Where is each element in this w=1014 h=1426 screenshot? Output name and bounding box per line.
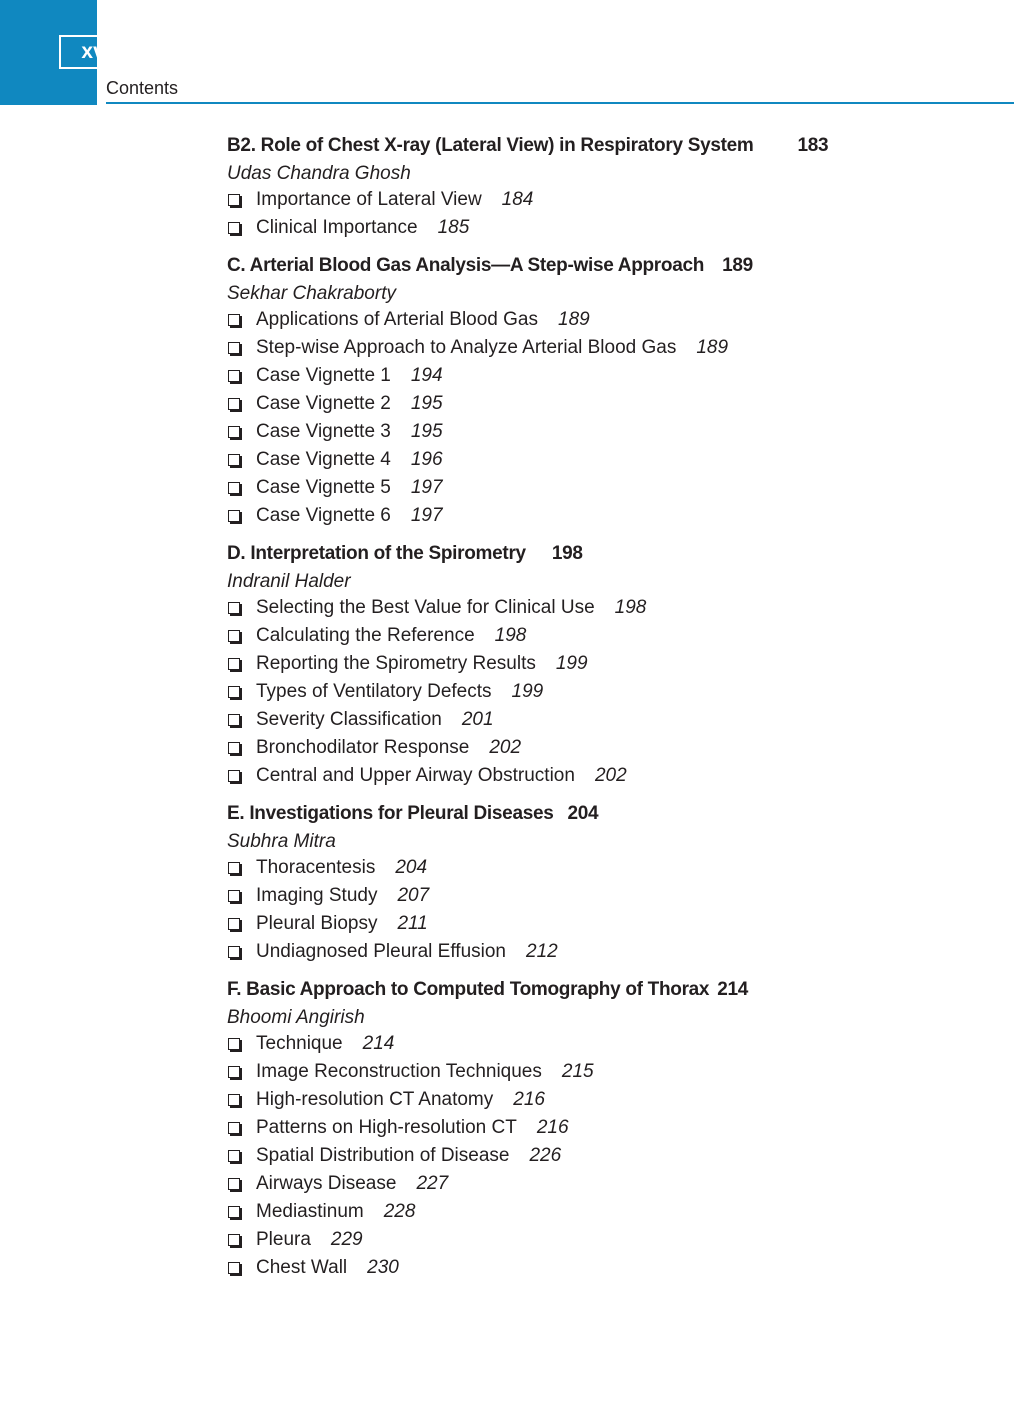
section-author: Udas Chandra Ghosh	[227, 163, 411, 184]
checkbox-bullet-icon	[228, 602, 240, 614]
toc-entry[interactable]	[227, 306, 927, 334]
entry-page-number: 202	[594, 765, 627, 786]
toc-entry[interactable]	[227, 1142, 927, 1170]
entry-label: Case Vignette 5	[256, 477, 391, 498]
entry-label: Reporting the Spirometry Results	[256, 653, 536, 674]
section-page-number: 189	[722, 255, 753, 276]
entry-page-number: 197	[410, 505, 443, 526]
entry-page-number: 189	[696, 337, 729, 358]
entry-page-number: 214	[362, 1033, 395, 1054]
checkbox-bullet-icon	[228, 630, 240, 642]
entry-page-number: 195	[410, 393, 443, 414]
entry-page-number: 202	[489, 737, 522, 758]
checkbox-bullet-icon	[228, 1038, 240, 1050]
entry-label: Case Vignette 3	[256, 421, 391, 442]
checkbox-bullet-icon	[228, 918, 240, 930]
toc-section	[227, 799, 927, 966]
checkbox-bullet-icon	[228, 482, 240, 494]
checkbox-bullet-icon	[228, 370, 240, 382]
checkbox-bullet-icon	[228, 714, 240, 726]
entry-label: Calculating the Reference	[256, 625, 475, 646]
toc-entry[interactable]	[227, 334, 927, 362]
entry-label: Bronchodilator Response	[256, 737, 470, 758]
section-title[interactable]	[227, 131, 927, 161]
checkbox-bullet-icon	[228, 454, 240, 466]
checkbox-bullet-icon	[228, 426, 240, 438]
entry-page-number: 199	[511, 681, 544, 702]
page-number: xvi	[59, 35, 133, 69]
entry-label: Types of Ventilatory Defects	[256, 681, 492, 702]
entry-label: Case Vignette 4	[256, 449, 391, 470]
checkbox-bullet-icon	[228, 862, 240, 874]
entry-page-number: 196	[410, 449, 443, 470]
header-rule	[106, 102, 1014, 104]
checkbox-bullet-icon	[228, 1262, 240, 1274]
section-author: Subhra Mitra	[227, 831, 336, 852]
toc-section	[227, 131, 927, 242]
entry-page-number: 226	[529, 1145, 562, 1166]
entry-page-number: 227	[416, 1173, 449, 1194]
section-title-text: E. Investigations for Pleural Diseases	[227, 803, 554, 824]
checkbox-bullet-icon	[228, 742, 240, 754]
entry-label: Mediastinum	[256, 1201, 364, 1222]
entry-page-number: 185	[437, 217, 470, 238]
checkbox-bullet-icon	[228, 1094, 240, 1106]
toc-entry[interactable]	[227, 882, 927, 910]
toc-entry[interactable]	[227, 1198, 927, 1226]
section-title[interactable]	[227, 799, 927, 829]
entry-label: Importance of Lateral View	[256, 189, 482, 210]
checkbox-bullet-icon	[228, 510, 240, 522]
section-title-text: D. Interpretation of the Spirometry	[227, 543, 526, 564]
toc-entry[interactable]	[227, 502, 927, 530]
entry-page-number: 198	[614, 597, 647, 618]
toc-entry[interactable]	[227, 1114, 927, 1142]
toc-entry[interactable]	[227, 1058, 927, 1086]
checkbox-bullet-icon	[228, 1150, 240, 1162]
toc-entry[interactable]	[227, 910, 927, 938]
table-of-contents	[227, 131, 927, 1291]
toc-entry[interactable]	[227, 362, 927, 390]
toc-entry[interactable]	[227, 1226, 927, 1254]
checkbox-bullet-icon	[228, 342, 240, 354]
section-page-number: 198	[551, 543, 583, 564]
toc-entry[interactable]	[227, 622, 927, 650]
entry-label: Applications of Arterial Blood Gas	[256, 309, 538, 330]
section-title[interactable]	[227, 251, 927, 281]
toc-entry[interactable]	[227, 1170, 927, 1198]
entry-label: Chest Wall	[256, 1257, 348, 1278]
checkbox-bullet-icon	[228, 770, 240, 782]
section-title-text: B2. Role of Chest X-ray (Lateral View) in Respiratory System	[227, 135, 754, 156]
toc-section	[227, 539, 927, 790]
toc-entry[interactable]	[227, 1030, 927, 1058]
entry-page-number: 228	[383, 1201, 416, 1222]
toc-entry[interactable]	[227, 474, 927, 502]
checkbox-bullet-icon	[228, 398, 240, 410]
toc-entry[interactable]	[227, 418, 927, 446]
toc-entry[interactable]	[227, 214, 927, 242]
checkbox-bullet-icon	[228, 1066, 240, 1078]
checkbox-bullet-icon	[228, 946, 240, 958]
entry-page-number: 184	[501, 189, 534, 210]
toc-entry[interactable]	[227, 938, 927, 966]
entry-page-number: 194	[410, 365, 443, 386]
entry-label: Pleural Biopsy	[256, 913, 378, 934]
toc-entry[interactable]	[227, 1086, 927, 1114]
entry-page-number: 207	[397, 885, 430, 906]
entry-label: Severity Classification	[256, 709, 442, 730]
section-author: Bhoomi Angirish	[227, 1007, 365, 1028]
checkbox-bullet-icon	[228, 194, 240, 206]
toc-entry[interactable]	[227, 706, 927, 734]
entry-page-number: 198	[494, 625, 527, 646]
toc-section	[227, 251, 927, 530]
entry-label: Case Vignette 6	[256, 505, 391, 526]
entry-label: Case Vignette 2	[256, 393, 391, 414]
toc-entry[interactable]	[227, 734, 927, 762]
entry-page-number: 201	[461, 709, 494, 730]
toc-entry[interactable]	[227, 186, 927, 214]
section-title-text: F. Basic Approach to Computed Tomography of Thorax	[227, 979, 710, 1000]
entry-page-number: 199	[555, 653, 588, 674]
toc-section	[227, 975, 927, 1282]
entry-page-number: 229	[330, 1229, 363, 1250]
checkbox-bullet-icon	[228, 1122, 240, 1134]
checkbox-bullet-icon	[228, 890, 240, 902]
toc-entry[interactable]	[227, 1254, 927, 1282]
checkbox-bullet-icon	[228, 1234, 240, 1246]
entry-page-number: 216	[536, 1117, 569, 1138]
checkbox-bullet-icon	[228, 658, 240, 670]
entry-page-number: 216	[513, 1089, 545, 1110]
toc-entry[interactable]	[227, 650, 927, 678]
toc-entry[interactable]	[227, 762, 927, 790]
entry-label: Case Vignette 1	[256, 365, 391, 386]
entry-label: Technique	[256, 1033, 343, 1054]
checkbox-bullet-icon	[228, 1206, 240, 1218]
entry-label: Image Reconstruction Techniques	[256, 1061, 542, 1082]
section-page-number: 214	[717, 979, 749, 1000]
section-page-number: 183	[797, 135, 829, 156]
entry-label: Selecting the Best Value for Clinical Use	[256, 597, 595, 618]
section-author: Sekhar Chakraborty	[227, 283, 396, 304]
entry-page-number: 204	[395, 857, 428, 878]
toc-entry[interactable]	[227, 594, 927, 622]
entry-label: High-resolution CT Anatomy	[256, 1089, 494, 1110]
toc-entry[interactable]	[227, 678, 927, 706]
entry-page-number: 215	[561, 1061, 594, 1082]
running-head: Contents	[106, 78, 179, 98]
entry-label: Spatial Distribution of Disease	[256, 1145, 510, 1166]
toc-entry[interactable]	[227, 390, 927, 418]
checkbox-bullet-icon	[228, 1178, 240, 1190]
entry-label: Step-wise Approach to Analyze Arterial Blood Gas	[256, 337, 677, 358]
section-title[interactable]	[227, 539, 927, 569]
entry-page-number: 189	[558, 309, 590, 330]
entry-label: Thoracentesis	[256, 857, 376, 878]
entry-label: Undiagnosed Pleural Effusion	[256, 941, 506, 962]
entry-label: Airways Disease	[256, 1173, 397, 1194]
entry-label: Clinical Importance	[256, 217, 418, 238]
entry-label: Imaging Study	[256, 885, 378, 906]
checkbox-bullet-icon	[228, 686, 240, 698]
section-title-text: C. Arterial Blood Gas Analysis—A Step-wise Approach	[227, 255, 705, 276]
entry-page-number: 211	[397, 913, 428, 934]
toc-entry[interactable]	[227, 854, 927, 882]
section-title[interactable]	[227, 975, 927, 1005]
entry-label: Patterns on High-resolution CT	[256, 1117, 517, 1138]
entry-page-number: 212	[526, 941, 558, 962]
entry-label: Pleura	[256, 1229, 311, 1250]
checkbox-bullet-icon	[228, 314, 240, 326]
entry-page-number: 195	[410, 421, 443, 442]
checkbox-bullet-icon	[228, 222, 240, 234]
section-author: Indranil Halder	[227, 571, 351, 592]
entry-page-number: 230	[367, 1257, 399, 1278]
entry-label: Central and Upper Airway Obstruction	[256, 765, 575, 786]
section-page-number: 204	[567, 803, 599, 824]
toc-entry[interactable]	[227, 446, 927, 474]
entry-page-number: 197	[410, 477, 443, 498]
